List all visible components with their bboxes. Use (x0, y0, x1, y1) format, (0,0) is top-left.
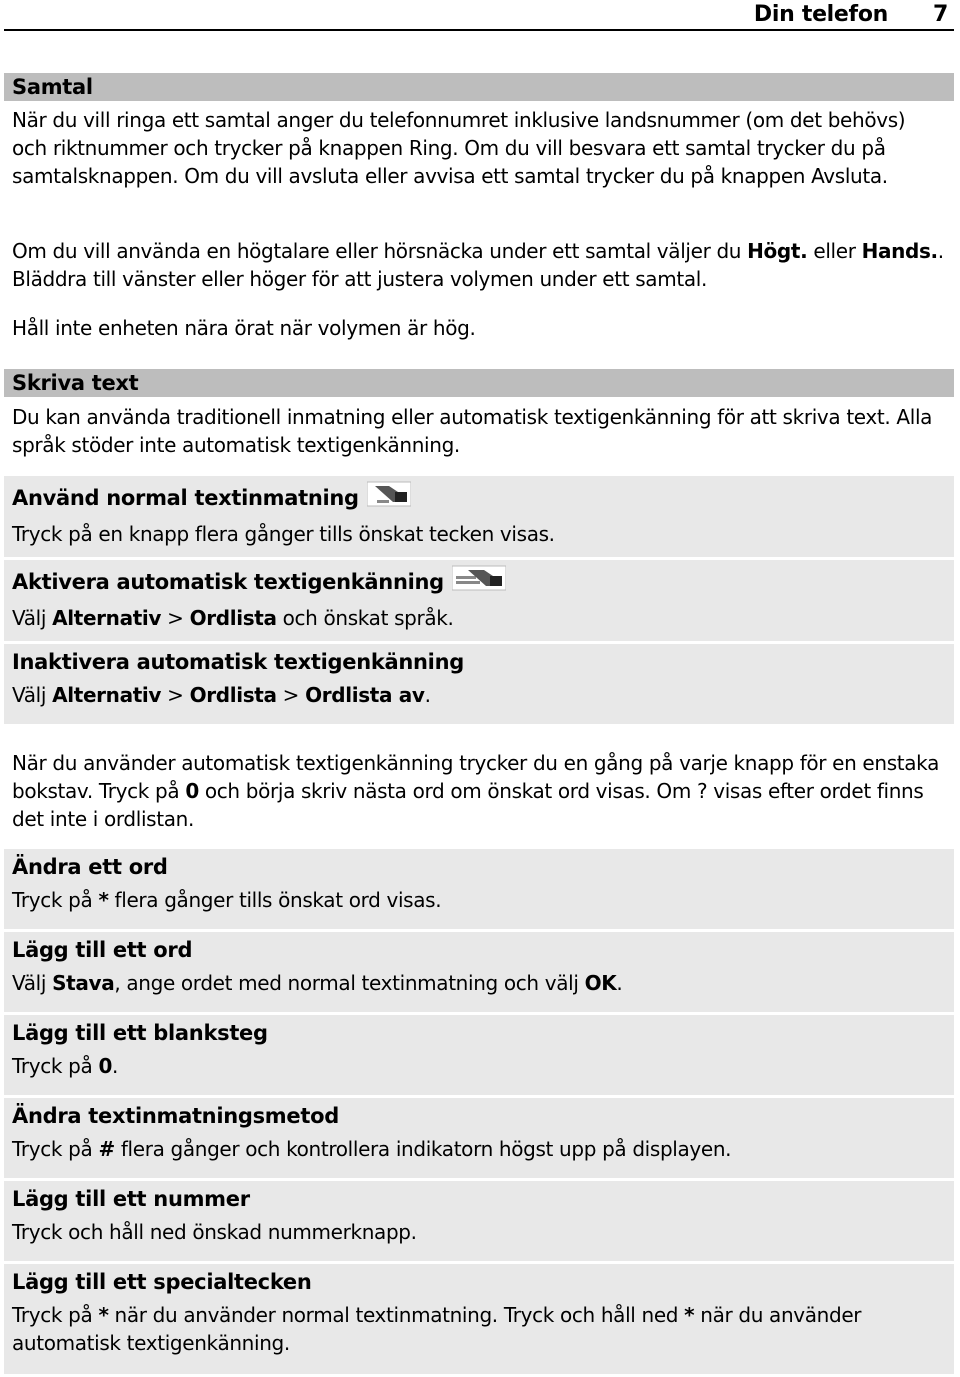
header-title: Din telefon (753, 2, 888, 27)
key-star: * (98, 888, 109, 912)
text: Välj (12, 971, 53, 995)
pen-normal-input-icon (367, 480, 411, 515)
tip-title: Lägg till ett ord (12, 938, 193, 962)
key-hash: # (98, 1137, 115, 1161)
tip-body: Tryck och håll ned önskad nummerknapp. (12, 1220, 417, 1244)
tip-title: Inaktivera automatisk textigenkänning (12, 650, 464, 674)
tip-box-normal-input (4, 476, 954, 557)
tip-title-text: Aktivera automatisk textigenkänning (12, 569, 444, 594)
tip-body (12, 604, 954, 632)
tip-box-change-word (4, 849, 954, 929)
section-heading-samtal: Samtal (4, 73, 954, 101)
option-ok: OK (584, 971, 617, 995)
tip-box-change-input-method (4, 1098, 954, 1178)
text: . (424, 683, 431, 707)
text: Tryck på (12, 888, 99, 912)
tip-body (12, 681, 954, 709)
tip-body (12, 1052, 954, 1080)
text: flera gånger och kontrollera indikatorn högst upp på displayen. (114, 1137, 732, 1161)
tip-title (12, 480, 954, 515)
text: när du använder automatisk textigenkänning. (12, 1303, 862, 1355)
text: . (112, 1054, 119, 1078)
text: När du använder automatisk textigenkänning trycker du en gång på varje knapp för en enstaka bokstav. Tryck på (12, 751, 939, 803)
text: > (276, 683, 306, 707)
samtal-paragraph-1: När du vill ringa ett samtal anger du telefonnumret inklusive landsnummer (om det behövs) och riktnummer och trycker på knappen Ring. Om du vill besvara ett samtal trycker du på samtalsknappen. Om du vill avsluta eller avvisa ett samtal trycker du på knappen Avsluta. (12, 108, 906, 188)
option-stava: Stava (52, 971, 115, 995)
tip-box-add-number (4, 1181, 954, 1261)
key-star: * (98, 1303, 109, 1327)
text: och börja skriv nästa ord om önskat ord visas. Om ? visas efter ordet finns det inte i ordlistan. (12, 779, 924, 831)
tip-title: Lägg till ett specialtecken (12, 1270, 312, 1294)
text: Välj (12, 683, 53, 707)
text: eller (807, 239, 862, 263)
key-zero: 0 (185, 779, 199, 803)
tip-body: Tryck på en knapp flera gånger tills önskat tecken visas. (12, 522, 555, 546)
tip-box-deactivate-predictive (4, 644, 954, 724)
text: > (161, 606, 190, 630)
skriva-paragraph-1: Du kan använda traditionell inmatning eller automatisk textigenkänning för att skriva text. Alla språk stöder inte automatisk textigenkänning. (12, 405, 933, 457)
tip-title: Ändra textinmatningsmetod (12, 1104, 339, 1128)
tip-box-add-space (4, 1015, 954, 1095)
page-number: 7 (932, 2, 948, 27)
text: . (616, 971, 623, 995)
text: Om du vill använda en högtalare eller hörsnäcka under ett samtal väljer du (12, 239, 748, 263)
tip-box-activate-predictive (4, 560, 954, 641)
text: när du använder normal textinmatning. Tryck och håll ned (108, 1303, 685, 1327)
option-hands: Hands. (861, 239, 938, 263)
tip-title: Ändra ett ord (12, 855, 168, 879)
text: . Bläddra till vänster eller höger för att justera volymen under ett samtal. (12, 239, 944, 291)
text: och önskat språk. (276, 606, 454, 630)
tip-title: Lägg till ett blanksteg (12, 1021, 268, 1045)
option-alternativ: Alternativ (52, 683, 162, 707)
option-ordlista: Ordlista (189, 683, 277, 707)
section-heading-skriva-text: Skriva text (4, 369, 954, 397)
tip-title: Lägg till ett nummer (12, 1187, 250, 1211)
pen-predictive-input-icon (452, 564, 506, 599)
text: Tryck på (12, 1303, 99, 1327)
tip-body (12, 969, 954, 997)
tip-box-add-special-char (4, 1264, 954, 1374)
skriva-paragraph-2 (12, 749, 946, 833)
tip-title-text: Använd normal textinmatning (12, 485, 359, 510)
key-zero: 0 (98, 1054, 113, 1078)
text: Välj (12, 606, 53, 630)
key-star: * (684, 1303, 695, 1327)
text: Tryck på (12, 1137, 99, 1161)
tip-body (12, 886, 954, 914)
page-header (4, 0, 954, 31)
text: , ange ordet med normal textinmatning och välj (114, 971, 585, 995)
text: > (161, 683, 190, 707)
option-hogt: Högt. (747, 239, 808, 263)
samtal-paragraph-2 (12, 237, 946, 293)
tip-title (12, 564, 954, 599)
tip-body (12, 1301, 954, 1357)
option-ordlista: Ordlista (189, 606, 277, 630)
tip-box-add-word (4, 932, 954, 1012)
option-ordlista-av: Ordlista av (305, 683, 425, 707)
text: flera gånger tills önskat ord visas. (108, 888, 442, 912)
option-alternativ: Alternativ (52, 606, 162, 630)
tip-body (12, 1135, 954, 1163)
text: Tryck på (12, 1054, 99, 1078)
samtal-paragraph-3: Håll inte enheten nära örat när volymen är hög. (12, 316, 476, 340)
